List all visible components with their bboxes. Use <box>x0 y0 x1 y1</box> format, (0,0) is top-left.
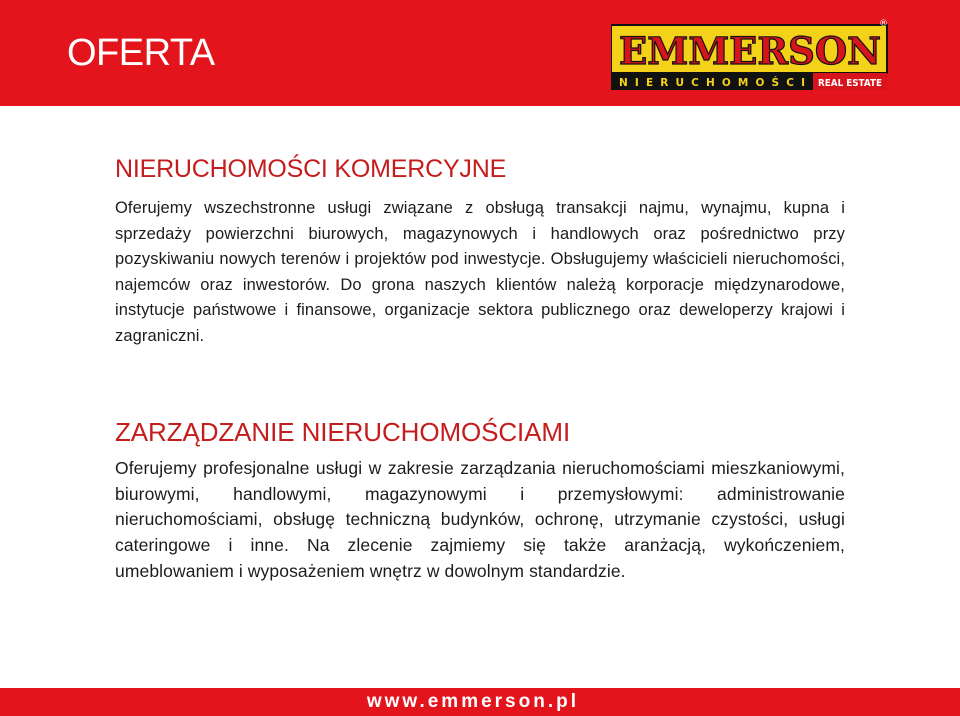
svg-text:NIERUCHOMOŚCI: NIERUCHOMOŚCI <box>619 77 805 89</box>
header-bar <box>0 0 960 106</box>
section-body-management: Oferujemy profesjonalne usługi w zakresie zarządzania nieruchomościami mieszkaniowymi, biurowymi, handlowymi, magazynowymi i przemysłowymi: administrowanie nieruchomościami, obsługę techniczną budynków, ochronę, utrzymanie czystości, usługi cateringowe i inne. Na zlecenie zajmiemy się także aranżacją, wykończeniem, umeblowaniem i wyposażeniem wnętrz w dowolnym standardzie. <box>115 458 845 581</box>
section-heading-management: ZARZĄDZANIE NIERUCHOMOŚCIAMI <box>115 417 571 447</box>
section-heading-commercial: NIERUCHOMOŚCI KOMERCYJNE <box>115 155 507 183</box>
website-url: www.emmerson.pl <box>366 691 579 712</box>
footer-bar <box>0 688 960 716</box>
svg-text:REAL ESTATE: REAL ESTATE <box>818 78 882 89</box>
page-title: OFERTA <box>67 32 215 74</box>
svg-text:®: ® <box>879 19 888 29</box>
svg-text:EMMERSON: EMMERSON <box>619 29 881 73</box>
section-body-commercial: Oferujemy wszechstronne usługi związane z obsługą transakcji najmu, wynajmu, kupna i sprzedaży powierzchni biurowych, magazynowych i handlowych oraz pośrednictwo przy pozyskiwaniu nowych terenów i projektów pod inwestycje. Obsługujemy właścicieli nieruchomości, najemców oraz inwestorów. Do grona naszych klientów należą korporacje międzynarodowe, instytucje państwowe i finansowe, organizacje sektora publicznego oraz deweloperzy krajowi i zagraniczni. <box>115 199 845 345</box>
emmerson-logo <box>611 17 894 92</box>
